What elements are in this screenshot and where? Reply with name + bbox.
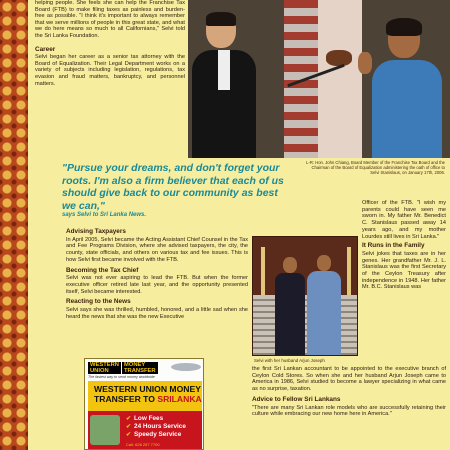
career-paragraph: Selvi began her career as a senior tax attorney with the Board of Equalization. Their Legal Department works on a variety of subjects including legislation, regulations, tax evasion and fraud matters, bankruptcy, and personnel matters. xyxy=(35,54,185,87)
top-photo-caption: L-R: Hon. John Chiang, Board Member of the Franchise Tax Board and the Chairman of the Board of Equalization administering the oath of office to Selvi Stanislaus, on January 17th, 2006. xyxy=(306,160,445,175)
career-heading: Career xyxy=(35,45,56,53)
ad-call-number: Call: 626 257 7700 xyxy=(126,442,160,447)
pull-quote: "Pursue your dreams, and don't forget your roots. I'm also a firm believer that each of us should give back to our community as best we can," xyxy=(62,162,284,212)
tax-chief-heading: Becoming the Tax Chief xyxy=(66,266,139,274)
ad-banner-highlight: SRILANKA xyxy=(157,394,202,404)
ad-feature-item: ✔ Speedy Service xyxy=(126,431,182,438)
intro-paragraph: helping people. She feels she can help the Franchise Tax Board (FTB) to make filing taxes as painless and burden-free as possible. "I think it's important to always remember that we serve millions of people in this great state, and what we do here means so much to all Californians," Selvi told the Sri Lanka Foundation. xyxy=(35,0,185,39)
ad-banner-line-1: WESTERN UNION MONEY xyxy=(94,384,201,394)
advising-heading: Advising Taxpayers xyxy=(66,228,126,235)
logo-line-2: UNION xyxy=(90,368,109,374)
western-union-logo xyxy=(88,362,172,374)
staircase xyxy=(253,295,358,355)
family-heading: It Runs in the Family xyxy=(362,242,425,250)
photo-wife xyxy=(307,255,341,356)
advice-paragraph: "There are many Sri Lankan role models who are successfully retaining their culture while embracing our new home here in America." xyxy=(252,404,446,418)
ad-banner xyxy=(88,381,202,411)
ad-feature-item: ✔ Low Fees xyxy=(126,415,164,422)
flag-bear-emblem xyxy=(326,50,352,66)
continued-paragraph: the first Sri Lankan accountant to be appointed to the executive branch of Ceylon Cold Stores. So when she and her husband Arjun Joseph came to America in 1986, Selvi studied to become a lawyer specializing in what came as no surprise, taxation. xyxy=(252,366,446,393)
photo-husband xyxy=(275,257,305,356)
logo-line-4: TRANSFER xyxy=(124,368,156,374)
couple-photo-caption: Selvi with her husband Arjun Joseph xyxy=(254,358,325,363)
ad-banner-line-2 xyxy=(88,394,202,404)
decorative-border xyxy=(0,0,28,450)
ad-banner-prefix: TRANSFER TO xyxy=(94,394,155,404)
ad-feature-item: ✔ 24 Hours Service xyxy=(126,423,186,430)
ad-tagline: The fastest way to send money worldwide xyxy=(88,375,155,379)
advice-heading: Advice to Fellow Sri Lankans xyxy=(252,395,341,403)
photo-selvi xyxy=(358,20,448,158)
left-text-column xyxy=(66,228,248,324)
ad-feature-panel xyxy=(88,411,202,449)
money-icon xyxy=(90,415,120,445)
swearing-in-photo xyxy=(188,0,450,158)
photo-official xyxy=(192,12,256,158)
news-paragraph: Selvi says she was thrilled, humbled, honored, and a little sad when she heard the news that she was the new Executive xyxy=(66,307,248,320)
top-text-column xyxy=(35,0,185,94)
check-icon: ✔ xyxy=(126,424,132,430)
airplane-icon xyxy=(171,363,201,371)
california-flag xyxy=(318,0,362,158)
couple-photo xyxy=(252,236,358,356)
news-heading: Reacting to the News xyxy=(66,298,131,306)
ad-feature-list xyxy=(126,415,186,439)
logo-line-1: WESTERN xyxy=(90,362,119,368)
tax-chief-paragraph: Selvi was not ever aspiring to lead the FTB. But when the former executive officer retired late last year, and the opportunity presented itself, Selvi became interested. xyxy=(66,275,248,295)
check-icon: ✔ xyxy=(126,416,132,422)
western-union-advertisement[interactable] xyxy=(84,358,204,450)
logo-line-3: MONEY xyxy=(124,362,146,368)
advising-paragraph: In April 2005, Selvi became the Acting Assistant Chief Counsel in the Tax and Fee Programs Division, where she advised taxpayers, the city, the county, state officials, and others on various tax and fee issues. This is how Selvi first became involved with the FTB. xyxy=(66,236,248,263)
bottom-text-column xyxy=(252,366,446,422)
officer-paragraph: Officer of the FTB. "I wish my parents could have seen me sworn in. My father Mr. Benedict C. Stanislaus passed away 14 years ago, and my mother Lourdes still lives in Sri Lanka." xyxy=(362,200,446,240)
check-icon: ✔ xyxy=(126,432,132,438)
right-text-column xyxy=(362,200,446,294)
family-paragraph: Selvi jokes that taxes are in her genes. Her grandfather Mr. J. L. Stanislaus was the first Secretary of the Ceylon Treasury after independence in 1948. Her father Mr. B.C. Stanislaus was xyxy=(362,250,446,291)
pull-quote-attribution: says Selvi to Sri Lanka News. xyxy=(62,212,147,218)
